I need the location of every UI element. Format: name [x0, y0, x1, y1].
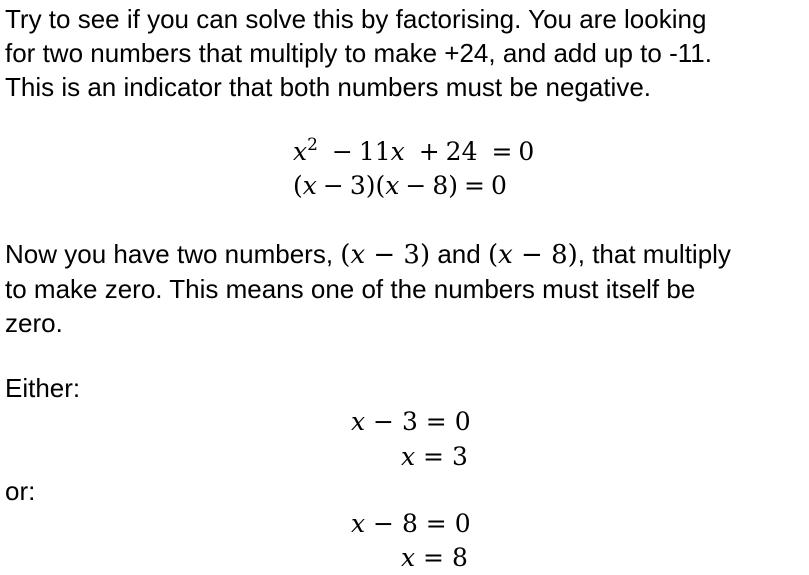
eq-var-x-2: x [390, 137, 405, 166]
factor-2-open: ( [487, 240, 499, 270]
case2-eq2-rest: = 8 [415, 543, 468, 572]
intro-line-1: Try to see if you can solve this by factorising. You are looking [5, 4, 707, 34]
factor-1-var: x [350, 240, 366, 270]
factor-2-var: x [498, 240, 513, 270]
case1-eq1-var: x [351, 407, 366, 436]
factor-1-open: ( [340, 240, 351, 270]
quadratic-equation [293, 135, 534, 169]
eq-plus: + [418, 137, 440, 166]
eq-rhs: 0 [518, 137, 535, 166]
case1-equation-1 [351, 405, 471, 439]
case1-equation-2 [401, 440, 468, 474]
explanation-line-2: to make zero. This means one of the numbers must itself be [5, 274, 696, 304]
explanation-text-c: , that multiply [577, 239, 731, 269]
factored-rhs: 0 [490, 171, 507, 200]
case1-eq2-rest: = 3 [415, 442, 468, 471]
explanation-line-3: zero. [5, 308, 63, 338]
either-label: Either: [5, 373, 81, 403]
factored-var-1: x [302, 171, 317, 200]
factored-minus-2: − [405, 171, 427, 200]
case2-eq1-var: x [351, 509, 366, 538]
eq-var-x: x [293, 137, 308, 166]
factor-2 [488, 240, 578, 270]
eq-equals: = [491, 137, 513, 166]
eq-constant: 24 [445, 137, 478, 166]
factored-equals: = [463, 171, 485, 200]
case2-equation-2 [401, 541, 468, 575]
case1-eq1-rest: − 3 = 0 [365, 407, 471, 436]
or-label: or: [5, 476, 36, 506]
explanation-text-a: Now you have two numbers, [5, 239, 341, 269]
case2-eq2-var: x [401, 543, 416, 572]
case2-equation-1 [351, 507, 471, 541]
factored-equation [293, 169, 507, 203]
explanation-paragraph [5, 237, 731, 340]
factor-1 [340, 240, 430, 270]
factor-2-rest: − 8) [512, 240, 578, 270]
eq-exponent: 2 [307, 135, 318, 155]
case2-eq1-rest: − 8 = 0 [365, 509, 471, 538]
factored-open: ( [293, 171, 303, 200]
case1-eq2-var: x [401, 442, 416, 471]
factored-num-2: 8) [432, 171, 458, 200]
intro-paragraph [5, 2, 712, 104]
eq-minus: − [331, 137, 353, 166]
explanation-line-1 [5, 237, 731, 272]
intro-line-2: for two numbers that multiply to make +24, and add up to -11. [5, 38, 712, 68]
factor-1-rest: − 3) [365, 240, 431, 270]
eq-coefficient: 11 [358, 137, 391, 166]
intro-line-3: This is an indicator that both numbers must be negative. [5, 72, 652, 102]
factored-minus-1: − [322, 171, 344, 200]
factored-num-1: 3)( [349, 171, 386, 200]
explanation-text-b: and [430, 239, 488, 269]
factored-var-2: x [385, 171, 400, 200]
